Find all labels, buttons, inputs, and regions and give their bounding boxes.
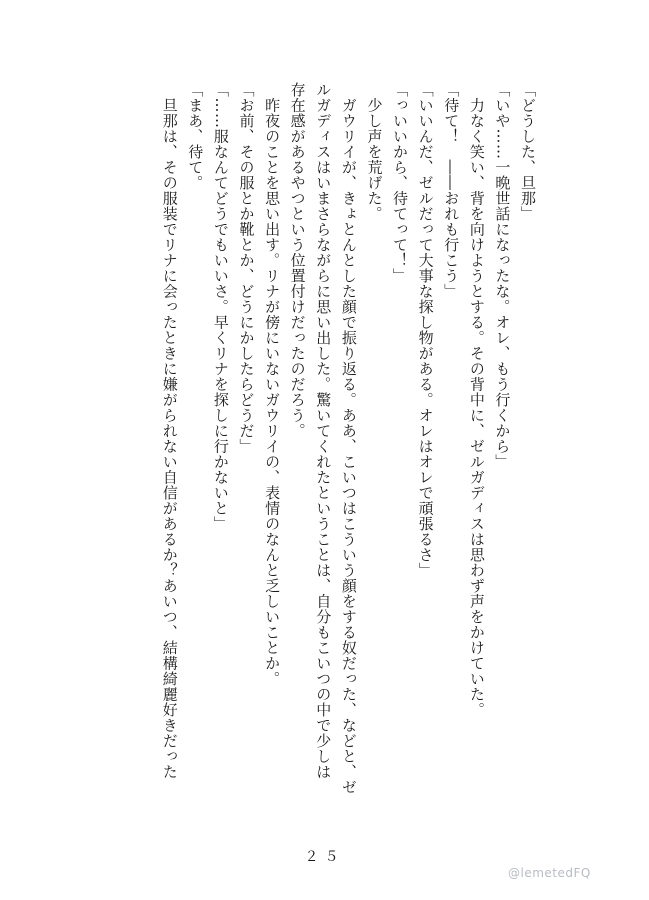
novel-text-body [110, 82, 540, 824]
text-line: 「いいんだ、ゼルだって大事な探し物がある。オレはオレで頑張るさ」 [416, 82, 435, 578]
text-line: ガウリイが、きょとんとした顔で振り返る。ああ、こいつはこういう顔をする奴だった、などと、ゼ [339, 82, 358, 795]
text-line: 「いや……一晩世話になったな。オレ、もう行くから」 [493, 82, 512, 470]
text-line: 「……服なんてどうでもいいさ。早くリナを探しに行かないと」 [211, 82, 230, 532]
text-line: 少し声を荒げた。 [365, 82, 384, 222]
page-number: ２５ [304, 849, 345, 865]
text-line: 「お前、その服とか靴とか、どうにかしたらどうだ」 [237, 82, 256, 454]
text-line: 「待て！ ――おれも行こう」 [442, 82, 461, 299]
text-line: 「まあ、待て。 [186, 82, 205, 191]
text-line: 存在感があるやつという位置付けだったのだろう。 [288, 82, 307, 439]
text-line: 力なく笑い、背を向けようとする。その背中に、ゼルガディスは思わず声をかけていた。 [467, 82, 486, 718]
watermark-handle: @lemetedFQ [508, 866, 591, 880]
text-line: 「っいいから、待てって！」 [391, 82, 410, 284]
text-line: 「どうした、旦那」 [519, 82, 537, 222]
text-line: 旦那は、その服装でリナに会ったときに嫌がられない自信があるか？あいつ、結構綺麗好きだった [160, 82, 179, 780]
text-line: 昨夜のことを思い出す。リナが傍にいないガウリイの、表情のなんと乏しいことか。 [263, 82, 282, 687]
text-line: ルガディスはいまさらながらに思い出した。驚いてくれたということは、自分もこいつの中で少しは [314, 82, 333, 780]
